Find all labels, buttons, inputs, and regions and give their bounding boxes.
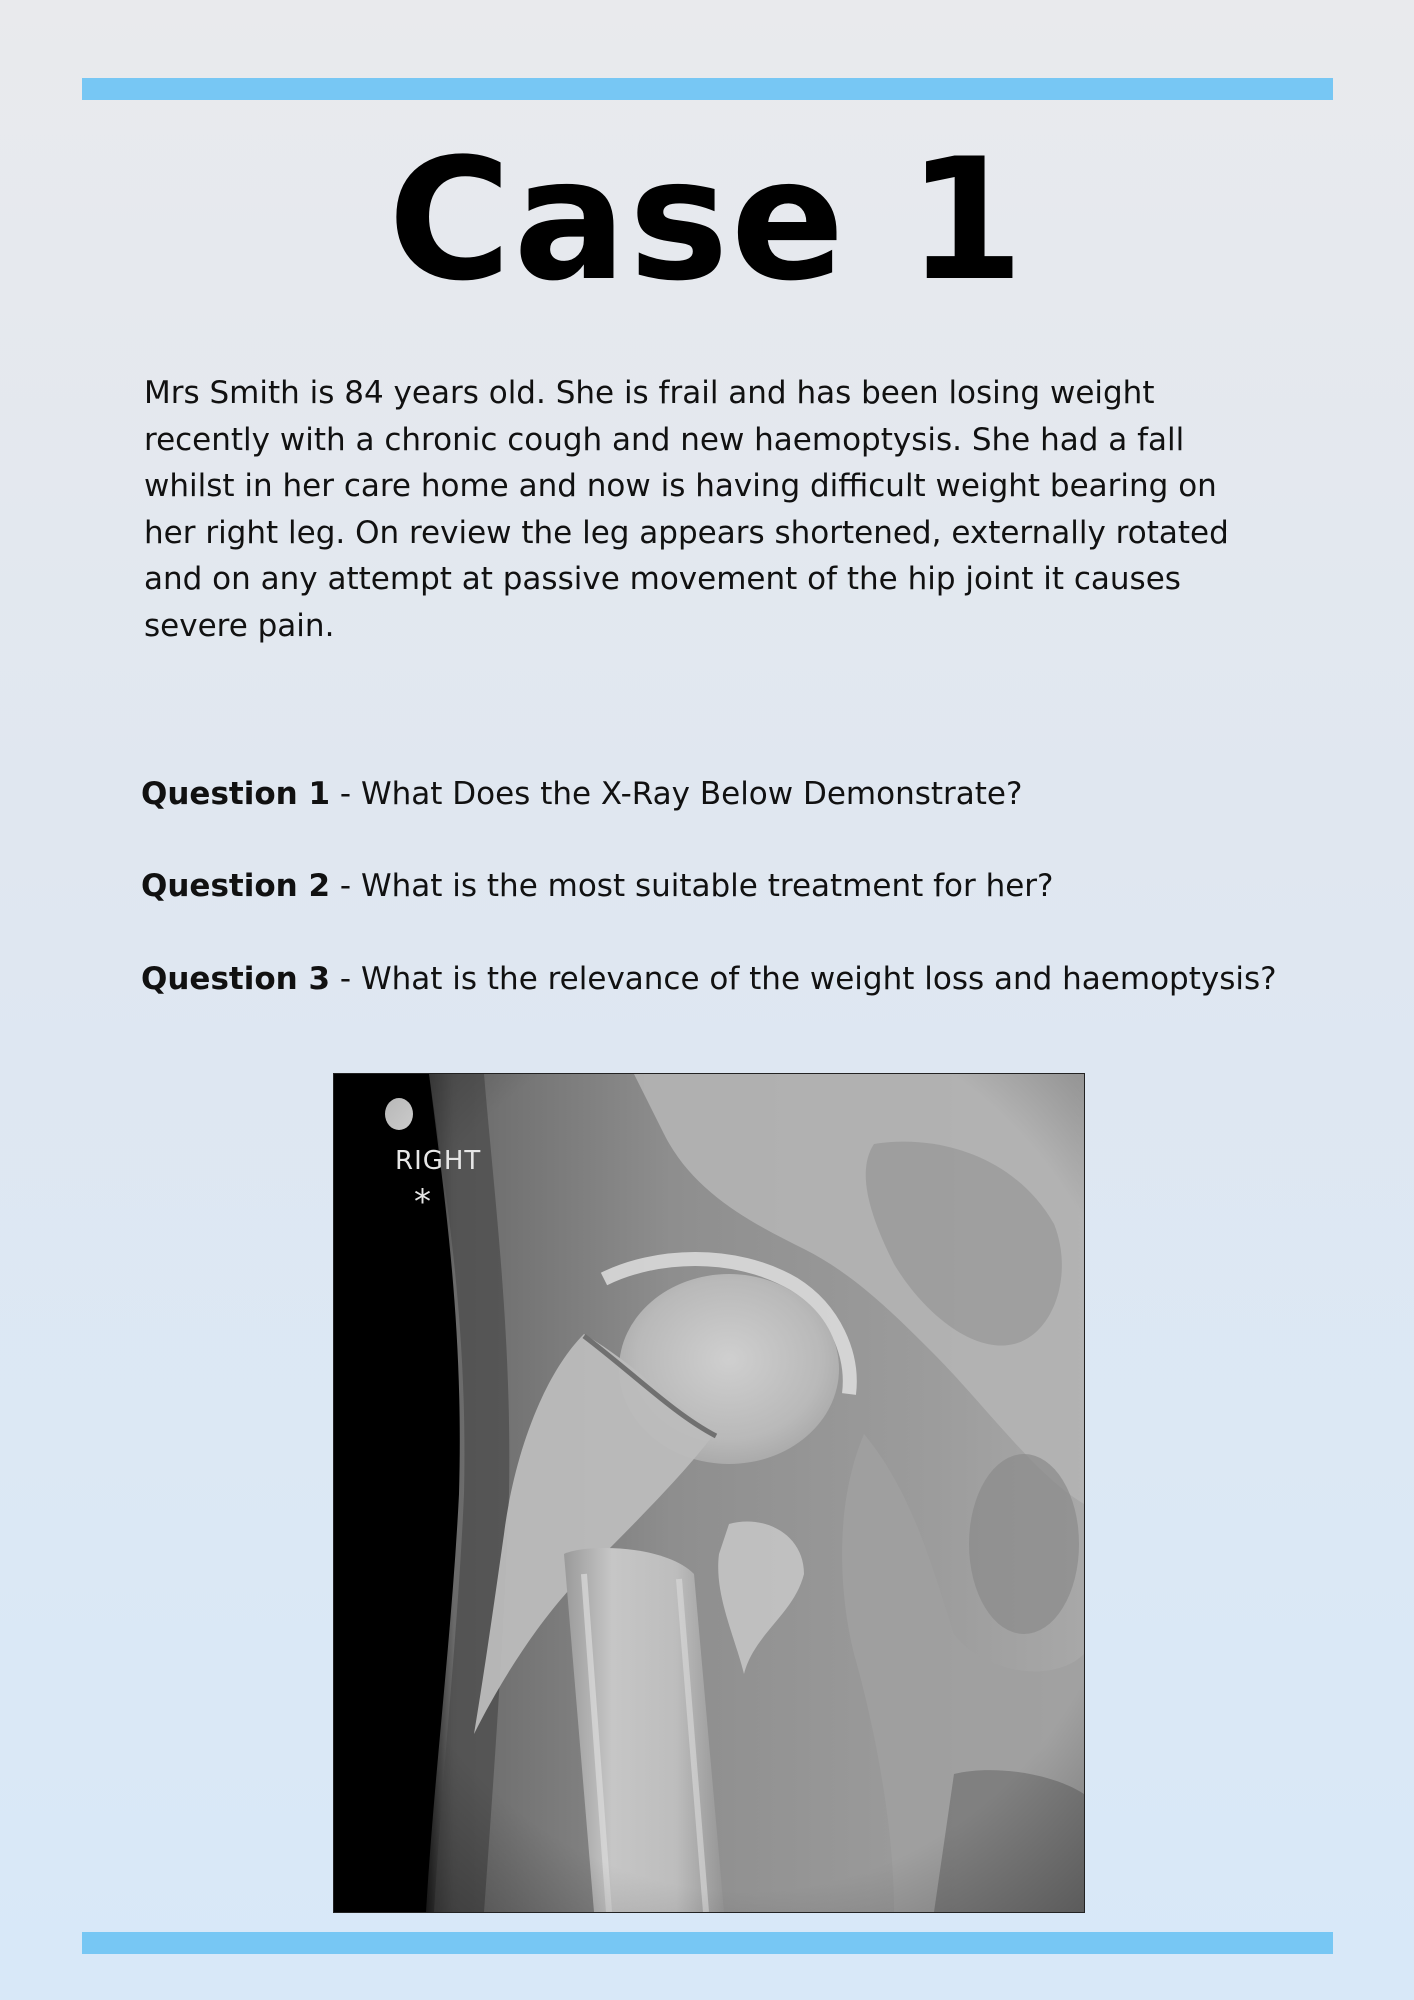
- question-2-text: - What is the most suitable treatment for her?: [330, 868, 1054, 904]
- question-1-label: Question 1: [141, 776, 331, 812]
- question-2: [141, 864, 1341, 908]
- question-1: [141, 772, 1341, 816]
- question-1-text: - What Does the X-Ray Below Demonstrate?: [330, 776, 1023, 812]
- xray-side-marker: RIGHT: [395, 1146, 482, 1176]
- bottom-accent-bar: [82, 1932, 1333, 1954]
- xray-marker-symbol: *: [414, 1182, 431, 1222]
- question-3-label: Question 3: [141, 961, 331, 997]
- page-title: Case 1: [388, 122, 1026, 318]
- xray-hip-drawing: [334, 1074, 1084, 1912]
- question-3: [141, 957, 1341, 1001]
- case-description: Mrs Smith is 84 years old. She is frail and has been losing weight recently with a chronic cough and new haemoptysis. She had a fall whilst in her care home and now is having difficult weight bearing on her right leg. On review the leg appears shortened, externally rotated and on any attempt at passive movement of the hip joint it causes severe pain.: [144, 375, 1229, 644]
- question-3-text: - What is the relevance of the weight loss and haemoptysis?: [330, 961, 1277, 997]
- xray-image: [333, 1073, 1085, 1913]
- top-accent-bar: [82, 78, 1333, 100]
- question-2-label: Question 2: [141, 868, 331, 904]
